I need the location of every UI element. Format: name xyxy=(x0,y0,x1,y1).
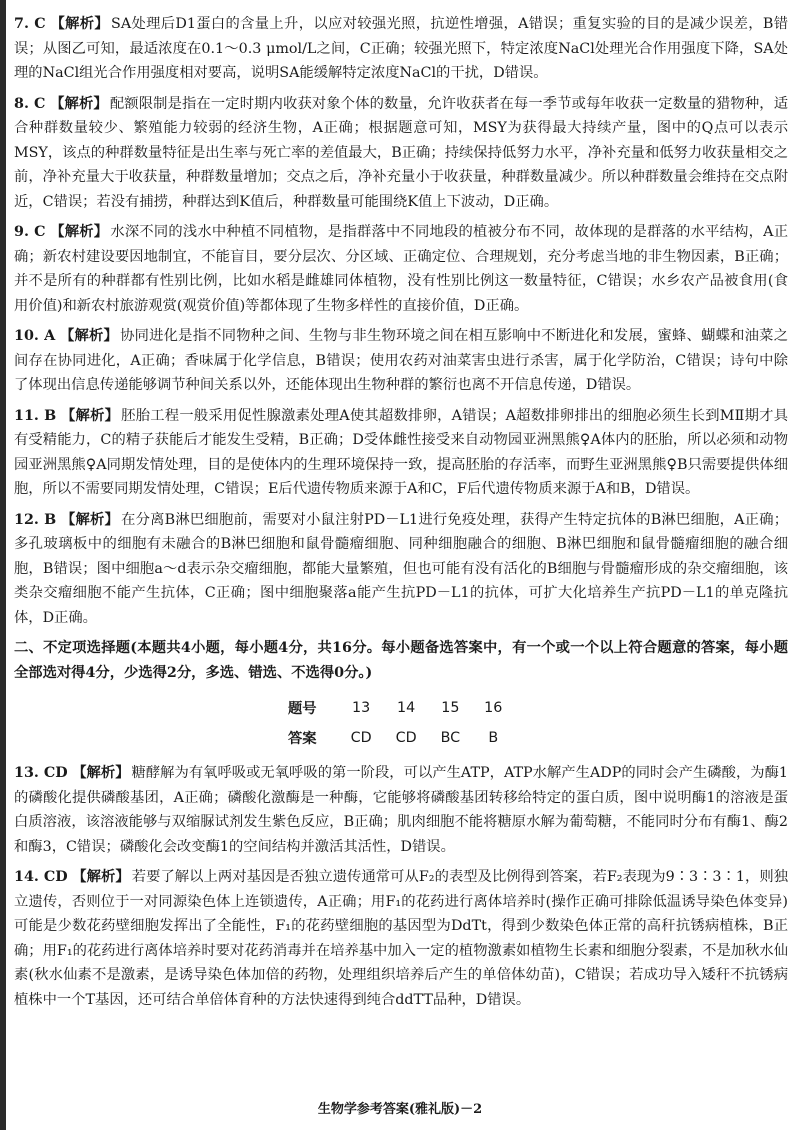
answer-item-11 xyxy=(14,404,788,502)
answer-number: 12. B xyxy=(14,511,57,528)
answer-value: CD xyxy=(395,730,417,746)
answer-text: SA处理后D1蛋白的含量上升，以应对较强光照，抗逆性增强，A错误；重复实验的目的是减少误差，B错误；从图乙可知，最适浓度在0.1～0.3 μmol/L之间，C正确；较强光照下，特定浓度NaCl处理光合作用强度下降，SA处理的NaCl组光合作用强度相对要高，说明SA能缓解特定浓度NaCl的干扰，D错误。 xyxy=(14,16,789,81)
answer-item-7 xyxy=(14,12,788,86)
answer-table xyxy=(276,693,514,753)
answer-text: 胚胎工程一般采用促性腺激素处理A使其超数排卵，A错误；A超数排卵排出的细胞必须生长到MⅡ期才具有受精能力，C的精子获能后才能发生受精，B正确；D受体雌性接受来自动物园亚洲黑熊♀A体内的胚胎，所以必须和动物园亚洲黑熊♀A同期发情处理，目的是使体内的生理环境保持一致，提高胚胎的存活率，而野生亚洲黑熊♀B只需要提供体细胞，所以不需要同期发情处理，C错误；E后代遗传物质来源于A和C，F后代遗传物质来源于A和B，D错误。 xyxy=(14,407,789,497)
answer-item-13 xyxy=(14,761,788,859)
answer-item-10 xyxy=(14,324,788,398)
answer-text: 糖酵解为有氧呼吸或无氧呼吸的第一阶段，可以产生ATP，ATP水解产生ADP的同时会产生磷酸，为酶1的磷酸化提供磷酸基团，A正确；磷酸化激酶是一种酶，它能够将磷酸基团转移给特定的蛋白质，图中说明酶1的溶液是蛋白质溶液，该溶液能够与双缩脲试剂发生紫色反应，B正确；肌肉细胞不能将糖原水解为葡萄糖，不能同时分布有酶1、酶2和酶3，C错误；磷酸化会改变酶1的空间结构并激活其活性，D错误。 xyxy=(14,765,789,855)
answer-value: BC xyxy=(440,730,461,746)
answer-item-12 xyxy=(14,508,788,631)
answer-table-answer-row xyxy=(276,723,514,753)
analysis-tag: 【解析】 xyxy=(72,869,130,885)
analysis-tag: 【解析】 xyxy=(50,16,110,32)
section-heading: 二、不定项选择题(本题共4小题，每小题4分，共16分。每小题备选答案中，有一个或一个以上符合题意的答案，每小题全部选对得4分，少选得2分，多选、错选、不选得0分。) xyxy=(14,640,788,681)
question-number: 13 xyxy=(351,700,371,716)
answer-number: 10. A xyxy=(14,328,56,344)
scan-edge-bar xyxy=(0,0,6,1130)
answer-text: 配额限制是指在一定时期内收获对象个体的数量，允许收获者在每一季节或每年收获一定数量的猎物种，适合种群数量较少、繁殖能力较弱的经济生物，A正确；根据题意可知，MSY为获得最大持续产量，图中的Q点可以表示MSY，该点的种群数量特征是出生率与死亡率的差值最大，B正确；持续保持低努力水平，净补充量和低努力收获量相交之前，净补充量大于收获量，种群数量增加；交点之后，净补充量小于收获量，种群数量减少。所以种群数量会维持在交点附近，C错误；若没有捕捞，种群达到K值后，种群数量可能围绕K值上下波动，D正确。 xyxy=(14,95,788,210)
question-number: 14 xyxy=(396,700,416,716)
answer-number: 11. B xyxy=(14,407,57,424)
analysis-tag: 【解析】 xyxy=(60,511,120,528)
answer-number: 8. C xyxy=(14,95,46,112)
question-number: 16 xyxy=(484,700,503,716)
answer-item-9 xyxy=(14,220,788,318)
analysis-tag: 【解析】 xyxy=(72,765,130,781)
answer-number: 13. CD xyxy=(14,765,68,781)
question-number: 15 xyxy=(441,700,460,716)
answer-table-header-row xyxy=(276,693,514,723)
answer-text: 在分离B淋巴细胞前，需要对小鼠注射PD－L1进行免疫处理，获得产生特定抗体的B淋巴细胞，A正确；多孔玻璃板中的细胞有未融合的B淋巴细胞和鼠骨髓瘤细胞、同种细胞融合的细胞、B淋巴细胞和鼠骨髓瘤细胞的融合细胞，B错误；图中细胞a～d表示杂交瘤细胞，都能大量繁殖，但也可能有没有活化的B细胞与骨髓瘤形成的杂交瘤细胞，该类杂交瘤细胞不能产生抗体，C正确；图中细胞聚落a能产生抗PD－L1的抗体，可扩大化培养生产抗PD－L1的单克隆抗体，D正确。 xyxy=(14,511,789,626)
analysis-tag: 【解析】 xyxy=(50,95,108,112)
answer-item-14 xyxy=(14,865,788,1012)
answer-value: B xyxy=(488,730,499,746)
answer-text: 若要了解以上两对基因是否独立遗传通常可从F₂的表型及比例得到答案，若F₂表现为9∶3∶3∶1，则独立遗传，否则位于一对同源染色体上连锁遗传，A正确；用F₁的花药进行离体培养时(操作正确可排除低温诱导染色体变异)可能是少数花药壁细胞发挥出了全能性，F₁的花药壁细胞的基因型为DdTt，得到少数染色体正常的高秆抗锈病植株，B正确；用F₁的花药进行离体培养时要对花药消毒并在培养基中加入一定的植物激素如植物生长素和细胞分裂素，不是加秋水仙素(秋水仙素不是激素，是诱导染色体加倍的药物，处理组织培养后产生的单倍体幼苗)，C错误；若成功导入矮秆不抗锈病植株中一个T基因，还可结合单倍体育种的方法快速得到纯合ddTT品种，D错误。 xyxy=(14,869,788,1008)
answer-text: 协同进化是指不同物种之间、生物与非生物环境之间在相互影响中不断进化和发展，蜜蜂、蝴蝶和油菜之间存在协同进化，A正确；香味属于化学信息，B错误；使用农药对油菜害虫进行杀害，属于化学防治，C错误；诗句中除了体现出信息传递能够调节种间关系以外，还能体现出生物种群的繁衍也离不开信息传递，D错误。 xyxy=(14,328,788,393)
answer-number: 7. C xyxy=(14,16,46,32)
answer-number: 9. C xyxy=(14,224,46,240)
answer-label: 答案 xyxy=(288,731,317,747)
analysis-tag: 【解析】 xyxy=(59,328,119,344)
page-footer: 生物学参考答案(雅礼版)－2 xyxy=(317,1102,483,1117)
answer-text: 水深不同的浅水中种植不同植物，是指群落中不同地段的植被分布不同，故体现的是群落的水平结构，A正确；新农村建设要因地制宜，不能盲目，要分层次、分区域、正确定位、合理规划，充分考虑当地的非生物因素，B正确；并不是所有的种群都有性别比例，比如水稻是雌雄同体植物，没有性别比例这一数量特征，C错误；水乡农产品被食用(食用价值)和新农村旅游观赏(观赏价值)等都体现了生物多样性的直接价值，D正确。 xyxy=(14,224,789,314)
question-number-label: 题号 xyxy=(288,701,317,717)
answer-value: CD xyxy=(350,730,372,746)
analysis-tag: 【解析】 xyxy=(60,407,120,424)
answer-item-8 xyxy=(14,92,788,215)
analysis-tag: 【解析】 xyxy=(50,224,109,240)
page-content xyxy=(14,12,788,1018)
answer-number: 14. CD xyxy=(14,869,68,885)
